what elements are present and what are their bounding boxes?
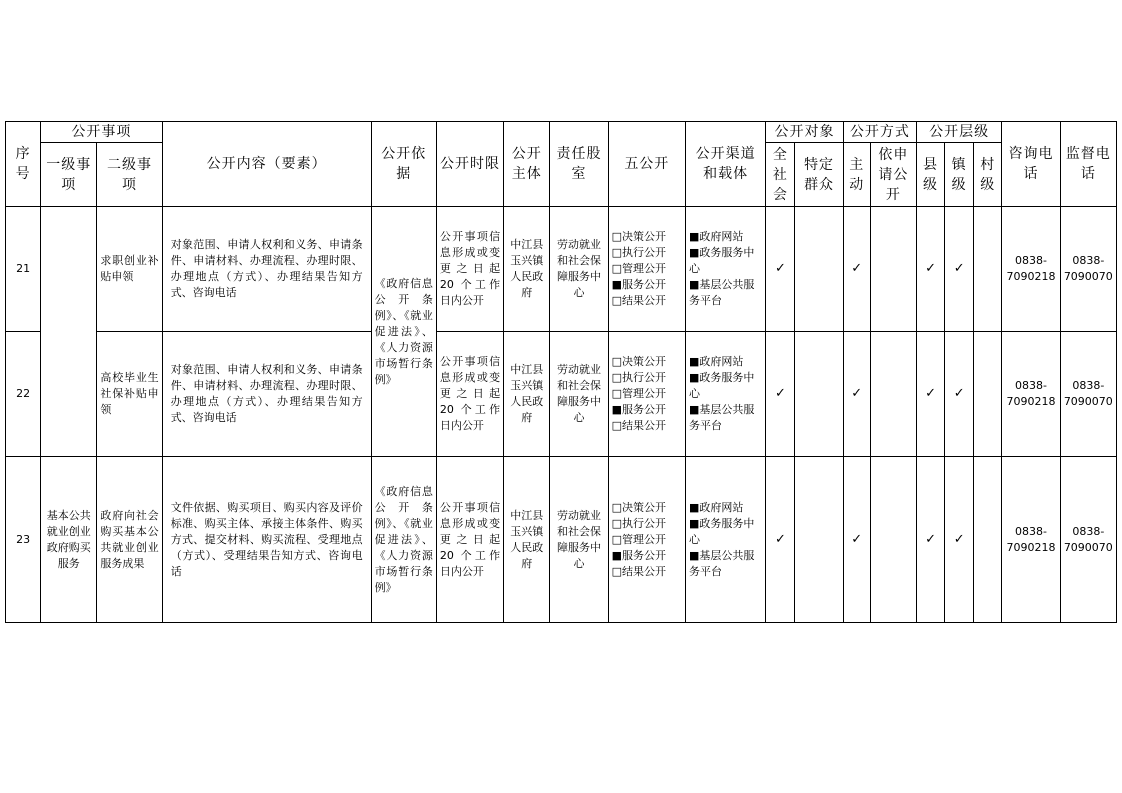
cell-method-request xyxy=(870,207,916,332)
five-option: □执行公开 xyxy=(611,371,667,384)
header-level-village: 村级 xyxy=(974,143,1002,207)
header-five: 五公开 xyxy=(608,122,685,207)
cell-consult-phone: 0838-7090218 xyxy=(1002,457,1060,623)
cell-level-village xyxy=(974,207,1002,332)
header-method-active: 主动 xyxy=(843,143,870,207)
five-option: □执行公开 xyxy=(611,516,667,530)
cell-target-specific xyxy=(795,207,843,332)
five-option: □管理公开 xyxy=(611,387,667,400)
header-consult: 咨询电话 xyxy=(1002,122,1060,207)
five-option: ■服务公开 xyxy=(611,548,667,562)
cell-subject: 中江县玉兴镇人民政府 xyxy=(504,457,550,623)
table-row xyxy=(6,457,1117,623)
cell-seq: 22 xyxy=(6,332,41,457)
header-level1: 一级事项 xyxy=(41,143,97,207)
five-option: □结果公开 xyxy=(611,564,667,578)
header-target-all: 全社会 xyxy=(766,143,795,207)
cell-five xyxy=(608,457,685,623)
cell-dept: 劳动就业和社会保障服务中心 xyxy=(550,457,608,623)
header-level-town: 镇级 xyxy=(945,143,974,207)
cell-dept: 劳动就业和社会保障服务中心 xyxy=(550,332,608,457)
channel-item: ■基层公共服务平台 xyxy=(688,403,755,432)
five-option: □决策公开 xyxy=(611,500,667,514)
five-option: □管理公开 xyxy=(611,262,667,275)
cell-level2: 政府向社会购买基本公共就业创业服务成果 xyxy=(97,457,162,623)
cell-subject: 中江县玉兴镇人民政府 xyxy=(504,332,550,457)
cell-supervise-phone: 0838-7090070 xyxy=(1060,457,1116,623)
check-method-active: ✓ xyxy=(843,207,870,332)
check-target-all: ✓ xyxy=(766,457,795,623)
header-level: 公开层级 xyxy=(916,122,1001,143)
five-option: □执行公开 xyxy=(611,246,667,259)
cell-level1: 基本公共就业创业政府购买服务 xyxy=(41,457,97,623)
channel-item: ■政务服务中心 xyxy=(688,516,755,546)
check-level-town: ✓ xyxy=(945,332,974,457)
cell-content: 文件依据、购买项目、购买内容及评价标准、购买主体、承接主体条件、购买方式、提交材料、购买流程、受理地点（方式）、受理结果告知方式、咨询电话 xyxy=(162,457,371,623)
cell-consult-phone: 0838-7090218 xyxy=(1002,207,1060,332)
header-seq: 序号 xyxy=(6,122,41,207)
cell-five xyxy=(608,207,685,332)
table-row xyxy=(6,332,1117,457)
header-basis: 公开依据 xyxy=(371,122,436,207)
cell-method-request xyxy=(870,457,916,623)
header-method: 公开方式 xyxy=(843,122,916,143)
cell-target-specific xyxy=(795,457,843,623)
cell-basis: 《政府信息公开条例》、《就业促进法》、《人力资源市场暂行条例》 xyxy=(371,457,436,623)
cell-time-limit: 公开事项信息形成或变更之日起 20 个工作日内公开 xyxy=(436,207,503,332)
cell-supervise-phone: 0838-7090070 xyxy=(1060,332,1116,457)
header-channel: 公开渠道和载体 xyxy=(685,122,765,207)
cell-level2: 高校毕业生社保补贴申领 xyxy=(97,332,162,457)
header-level2: 二级事项 xyxy=(97,143,162,207)
cell-basis: 《政府信息公开条例》、《就业促进法》、《人力资源市场暂行条例》 xyxy=(371,207,436,457)
header-content: 公开内容（要素） xyxy=(162,122,371,207)
header-supervise: 监督电话 xyxy=(1060,122,1116,207)
cell-level-village xyxy=(974,332,1002,457)
channel-item: ■基层公共服务平台 xyxy=(688,278,755,307)
cell-five xyxy=(608,332,685,457)
check-level-county: ✓ xyxy=(916,457,944,623)
cell-time-limit: 公开事项信息形成或变更之日起 20 个工作日内公开 xyxy=(436,332,503,457)
cell-channel xyxy=(685,457,765,623)
cell-time-limit: 公开事项信息形成或变更之日起 20 个工作日内公开 xyxy=(436,457,503,623)
channel-item: ■基层公共服务平台 xyxy=(688,548,755,578)
five-option: □结果公开 xyxy=(611,419,667,432)
header-method-request: 依申请公开 xyxy=(870,143,916,207)
cell-seq: 23 xyxy=(6,457,41,623)
cell-subject: 中江县玉兴镇人民政府 xyxy=(504,207,550,332)
cell-method-request xyxy=(870,332,916,457)
five-option: □管理公开 xyxy=(611,532,667,546)
five-option: ■服务公开 xyxy=(611,278,667,291)
check-method-active: ✓ xyxy=(843,457,870,623)
header-target: 公开对象 xyxy=(766,122,843,143)
header-dept: 责任股室 xyxy=(550,122,608,207)
cell-target-specific xyxy=(795,332,843,457)
channel-item: ■政府网站 xyxy=(688,500,744,514)
five-option: ■服务公开 xyxy=(611,403,667,416)
channel-item: ■政务服务中心 xyxy=(688,246,755,275)
header-level-county: 县级 xyxy=(916,143,944,207)
header-target-specific: 特定群众 xyxy=(795,143,843,207)
cell-channel xyxy=(685,207,765,332)
cell-content: 对象范围、申请人权利和义务、申请条件、申请材料、办理流程、办理时限、办理地点（方式）、办理结果告知方式、咨询电话 xyxy=(162,332,371,457)
channel-item: ■政府网站 xyxy=(688,230,744,243)
table-header xyxy=(6,122,1117,207)
check-target-all: ✓ xyxy=(766,332,795,457)
channel-item: ■政府网站 xyxy=(688,355,744,368)
channel-item: ■政务服务中心 xyxy=(688,371,755,400)
cell-content: 对象范围、申请人权利和义务、申请条件、申请材料、办理流程、办理时限、办理地点（方式）、办理结果告知方式、咨询电话 xyxy=(162,207,371,332)
check-level-town: ✓ xyxy=(945,457,974,623)
cell-dept: 劳动就业和社会保障服务中心 xyxy=(550,207,608,332)
check-level-town: ✓ xyxy=(945,207,974,332)
five-option: □结果公开 xyxy=(611,294,667,307)
cell-level2: 求职创业补贴申领 xyxy=(97,207,162,332)
check-method-active: ✓ xyxy=(843,332,870,457)
cell-channel xyxy=(685,332,765,457)
cell-level-village xyxy=(974,457,1002,623)
cell-seq: 21 xyxy=(6,207,41,332)
cell-consult-phone: 0838-7090218 xyxy=(1002,332,1060,457)
table-row xyxy=(6,207,1117,332)
check-target-all: ✓ xyxy=(766,207,795,332)
header-time-limit: 公开时限 xyxy=(436,122,503,207)
check-level-county: ✓ xyxy=(916,207,944,332)
header-subject: 公开主体 xyxy=(504,122,550,207)
check-level-county: ✓ xyxy=(916,332,944,457)
disclosure-table xyxy=(5,121,1117,623)
five-option: □决策公开 xyxy=(611,355,667,368)
cell-level1-empty xyxy=(41,207,97,457)
cell-supervise-phone: 0838-7090070 xyxy=(1060,207,1116,332)
header-items: 公开事项 xyxy=(41,122,163,143)
five-option: □决策公开 xyxy=(611,230,667,243)
